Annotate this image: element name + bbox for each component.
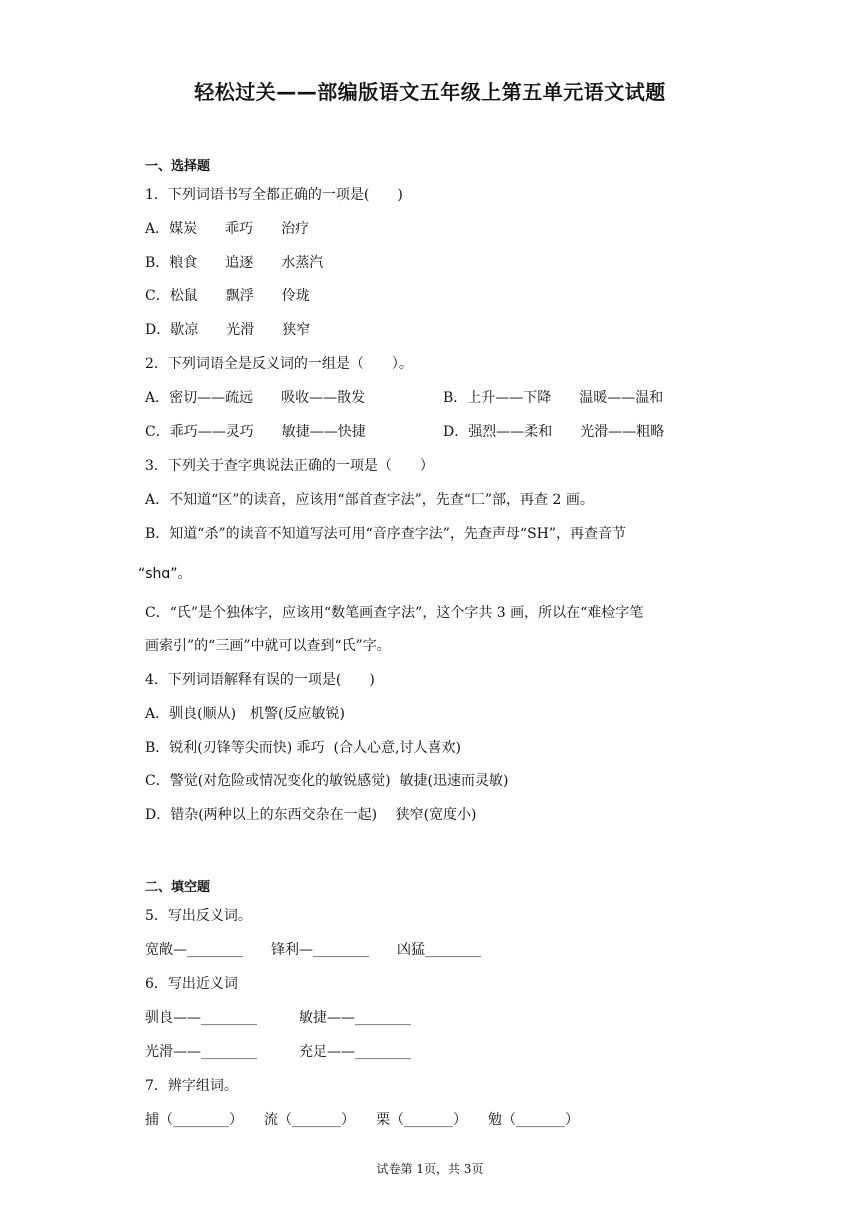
question-3-option-c-line2: 画索引”的“三画”中就可以查到“氏”字。 [145, 638, 391, 654]
question-1-option-a: A．媒炭 乖巧 治疗 [145, 221, 310, 237]
question-1-option-c: C．松鼠 飘浮 伶珑 [145, 288, 310, 304]
section-heading-fill: 二、填空题 [145, 880, 211, 895]
question-6-blanks-row1: 驯良——________ 敏捷——________ [145, 1010, 411, 1026]
question-1-stem: 1．下列词语书写全都正确的一项是( ) [145, 187, 403, 203]
question-6-blanks-row2: 光滑——________ 充足——________ [145, 1044, 411, 1060]
page-footer: 试卷第 1页，共 3页 [376, 1162, 484, 1176]
question-2-option-d: D．强烈——柔和 光滑——粗略 [443, 424, 665, 440]
question-5-stem: 5．写出反义词。 [145, 908, 252, 924]
question-2-option-c: C．乖巧——灵巧 敏捷——快捷 [145, 424, 366, 440]
question-5-blanks: 宽敞—________ 锋利—________ 凶猛________ [145, 942, 481, 958]
question-1-option-d: D．歇凉 光滑 狭窄 [145, 322, 311, 338]
question-7-blanks: 捕（________） 流（_______） 栗（_______） 勉（_______） [145, 1112, 579, 1128]
question-3-option-a: A．不知道“区”的读音，应该用“部首查字法”，先查“匚”部，再查 2 画。 [145, 492, 594, 508]
question-3-stem: 3．下列关于查字典说法正确的一项是（ ） [145, 458, 434, 474]
question-1-option-b: B．粮食 追逐 水蒸汽 [145, 255, 324, 271]
question-6-stem: 6．写出近义词 [145, 976, 238, 992]
page-title: 轻松过关——部编版语文五年级上第五单元语文试题 [194, 80, 666, 104]
question-2-stem: 2．下列词语全是反义词的一组是（ ）。 [145, 356, 413, 372]
question-4-option-a: A．驯良(顺从) 机警(反应敏锐) [145, 706, 345, 722]
question-4-option-b: B．锐利(刃锋等尖而快) 乖巧 (合人心意,讨人喜欢) [145, 740, 461, 756]
question-7-stem: 7．辨字组词。 [145, 1078, 238, 1094]
section-heading-choice: 一、选择题 [145, 159, 211, 174]
question-4-option-c: C．警觉(对危险或情况变化的敏锐感觉) 敏捷(迅速而灵敏) [145, 773, 509, 789]
question-4-stem: 4．下列词语解释有误的一项是( ) [145, 672, 375, 688]
question-3-option-b-line2: “shɑ”。 [138, 566, 192, 582]
question-3-option-c-line1: C．“氏”是个独体字，应该用“数笔画查字法”，这个字共 3 画，所以在“难检字笔 [145, 605, 644, 621]
question-4-option-d: D．错杂(两种以上的东西交杂在一起) 狭窄(宽度小) [145, 807, 477, 823]
question-3-option-b-line1: B．知道“杀”的读音不知道写法可用“音序查字法”，先查声母“SH”，再查音节 [145, 526, 627, 542]
question-2-option-b: B．上升——下降 温暖——温和 [443, 390, 664, 406]
question-2-option-a: A．密切——疏远 吸收——散发 [145, 390, 366, 406]
